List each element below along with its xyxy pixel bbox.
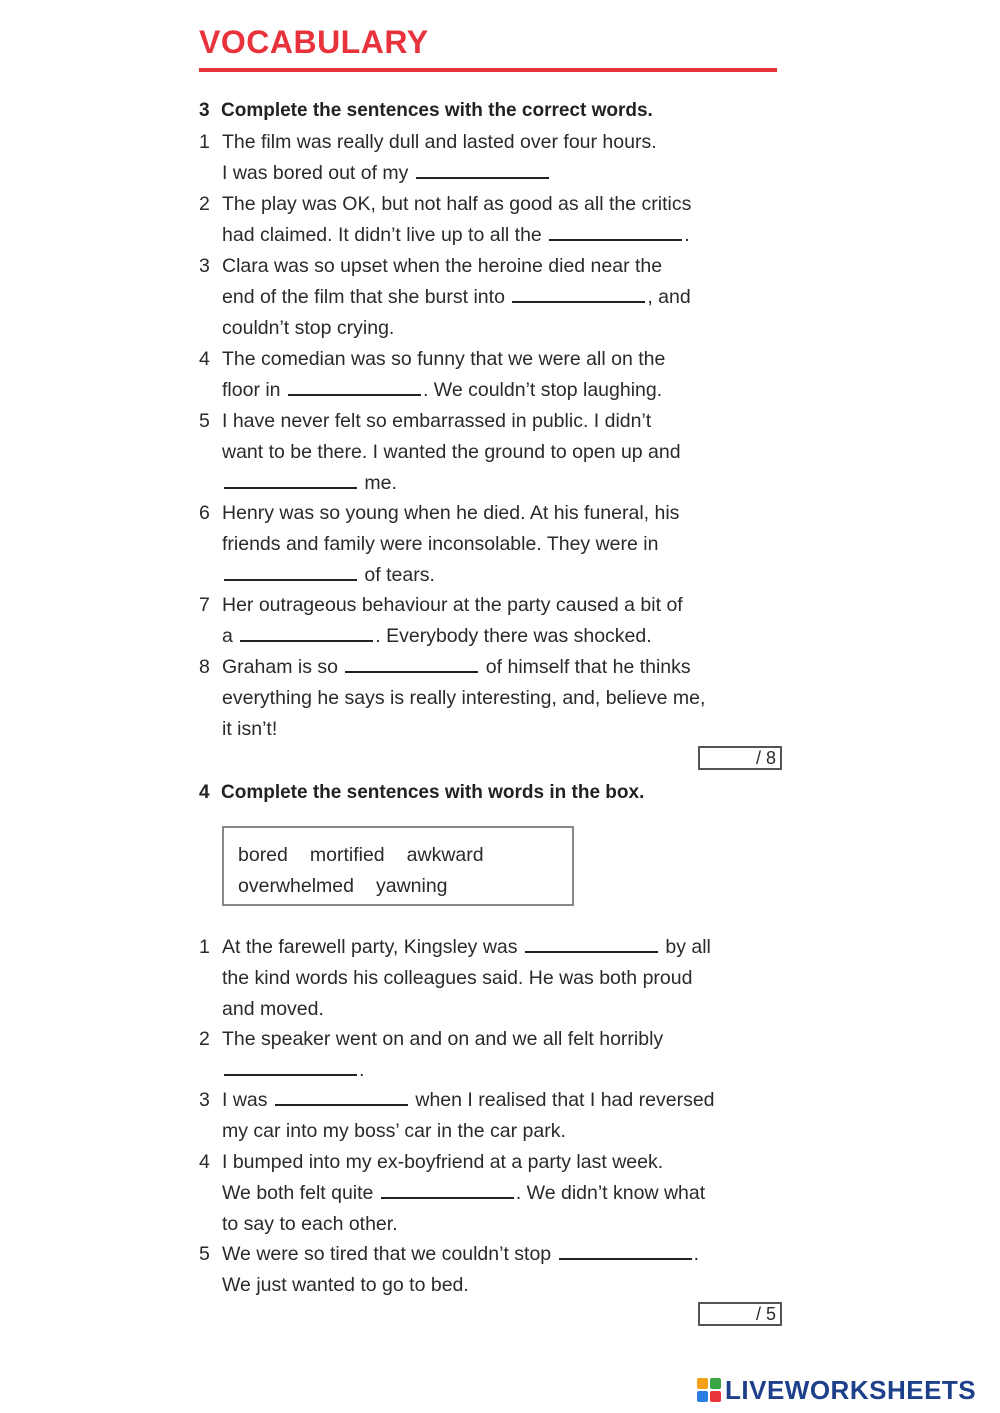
item-text: and moved. [222,998,324,1020]
item-text: Graham is so [222,656,344,678]
item-number: 2 [199,1028,210,1050]
logo-square [710,1378,721,1389]
item-text: Clara was so upset when the heroine died near the [222,255,663,277]
section-3-instruction: Complete the sentences with the correct words. [221,100,653,121]
answer-blank[interactable] [525,950,658,953]
section-3-item-4 [199,344,779,406]
item-text: . We couldn’t stop laughing. [422,379,663,401]
item-line [222,1239,779,1270]
item-line [222,1209,779,1240]
item-line [222,406,779,437]
section-3-heading [199,100,653,122]
item-line [222,529,779,560]
answer-blank[interactable] [381,1196,514,1199]
item-number: 3 [199,255,210,277]
item-text: the kind words his colleagues said. He was both proud [222,967,693,989]
section-4-item-5 [199,1239,779,1301]
item-text: to say to each other. [222,1213,398,1235]
title-underline [199,68,777,72]
section-3-item-5 [199,406,779,499]
item-text: it isn’t! [222,718,278,740]
item-text: The comedian was so funny that we were all on the [222,348,666,370]
section-4-score-box[interactable]: / 5 [698,1302,782,1326]
item-line [222,1147,779,1178]
page-title: VOCABULARY [199,24,429,60]
item-text: want to be there. I wanted the ground to open up and [222,441,681,463]
liveworksheets-logo [697,1375,976,1405]
item-line [222,498,779,529]
section-4-item-1 [199,932,779,1025]
answer-blank[interactable] [224,486,357,489]
item-line [222,282,779,313]
answer-blank[interactable] [416,176,549,179]
item-text: by all [659,936,711,958]
item-text: . [684,224,690,246]
word-box-word: awkward [406,844,484,866]
section-4-item-2 [199,1024,779,1086]
item-text: end of the film that she burst into [222,286,511,308]
item-text: . [693,1243,699,1265]
section-4-heading [199,782,644,804]
item-line [222,437,779,468]
answer-blank[interactable] [224,1073,357,1076]
item-line [222,994,779,1025]
item-text: I was bored out of my [222,162,414,184]
answer-blank[interactable] [345,670,478,673]
section-3-item-6 [199,498,779,591]
answer-blank[interactable] [240,639,373,642]
word-box-word: mortified [309,844,385,866]
item-number: 4 [199,1151,210,1173]
answer-blank[interactable] [275,1103,408,1106]
word-box [222,826,574,906]
item-number: 1 [199,936,210,958]
item-line [222,963,779,994]
item-number: 4 [199,348,210,370]
item-number: 8 [199,656,210,678]
item-number: 1 [199,131,210,153]
item-text: We just wanted to go to bed. [222,1274,469,1296]
item-line [222,714,779,745]
item-line [222,560,779,591]
item-line [222,1055,779,1086]
item-text: The play was OK, but not half as good as all the critics [222,193,692,215]
item-text: me. [359,472,397,494]
item-text: , and [647,286,691,308]
item-text: I bumped into my ex-boyfriend at a party last week. [222,1151,664,1173]
item-text: my car into my boss’ car in the car park. [222,1120,566,1142]
item-text: We both felt quite [222,1182,379,1204]
item-text: At the farewell party, Kingsley was [222,936,523,958]
answer-blank[interactable] [512,300,645,303]
item-line [222,1024,779,1055]
item-line [222,932,779,963]
section-3-item-2 [199,189,779,251]
logo-mark-icon [697,1378,721,1402]
answer-blank[interactable] [224,578,357,581]
item-line [222,1116,779,1147]
item-text: I have never felt so embarrassed in public. I didn’t [222,410,652,432]
item-line [222,468,779,499]
item-text: The film was really dull and lasted over four hours. [222,131,657,153]
section-4-item-4 [199,1147,779,1240]
item-text: We were so tired that we couldn’t stop [222,1243,557,1265]
item-number: 5 [199,1243,210,1265]
item-line [222,127,779,158]
word-box-word: yawning [375,875,448,897]
item-text: . [359,1059,365,1081]
item-text: had claimed. It didn’t live up to all the [222,224,548,246]
item-line [222,590,779,621]
item-text: friends and family were inconsolable. They were in [222,533,659,555]
item-number: 3 [199,1089,210,1111]
item-text: . We didn’t know what [515,1182,706,1204]
section-3-item-8 [199,652,779,745]
item-text: floor in [222,379,286,401]
section-3-item-7 [199,590,779,652]
item-number: 5 [199,410,210,432]
item-number: 7 [199,594,210,616]
item-text: Her outrageous behaviour at the party caused a bit of [222,594,683,616]
logo-text: LIVEWORKSHEETS [725,1374,977,1405]
item-text: . Everybody there was shocked. [375,625,652,647]
item-line [222,313,779,344]
section-3-item-3 [199,251,779,344]
word-box-word: overwhelmed [238,875,354,897]
item-text: Henry was so young when he died. At his funeral, his [222,502,680,524]
section-3-score-box[interactable]: / 8 [698,746,782,770]
section-3-number: 3 [199,100,210,121]
item-text: couldn’t stop crying. [222,317,395,339]
item-line [222,683,779,714]
item-line [222,621,779,652]
section-4-instruction: Complete the sentences with words in the box. [221,782,645,803]
item-line [222,1270,779,1301]
item-text: The speaker went on and on and we all felt horribly [222,1028,664,1050]
item-line [222,375,779,406]
logo-square [697,1391,708,1402]
item-number: 6 [199,502,210,524]
item-text: of tears. [359,564,435,586]
item-text: a [222,625,239,647]
item-line [222,344,779,375]
answer-blank[interactable] [288,393,421,396]
word-box-word: bored [238,844,288,866]
logo-square [697,1378,708,1389]
item-number: 2 [199,193,210,215]
item-text: of himself that he thinks [480,656,691,678]
item-text: everything he says is really interesting, and, believe me, [222,687,706,709]
answer-blank[interactable] [549,238,682,241]
item-line [222,189,779,220]
section-4-item-3 [199,1085,779,1147]
answer-blank[interactable] [559,1257,692,1260]
logo-square [710,1391,721,1402]
word-box-row-1 [238,840,558,871]
item-line [222,652,779,683]
item-line [222,1178,779,1209]
item-line [222,158,779,189]
item-text: when I realised that I had reversed [409,1089,715,1111]
item-text: I was [222,1089,273,1111]
section-4-number: 4 [199,782,210,803]
item-line [222,220,779,251]
item-line [222,251,779,282]
section-3-item-1 [199,127,779,189]
item-line [222,1085,779,1116]
word-box-row-2 [238,871,558,902]
